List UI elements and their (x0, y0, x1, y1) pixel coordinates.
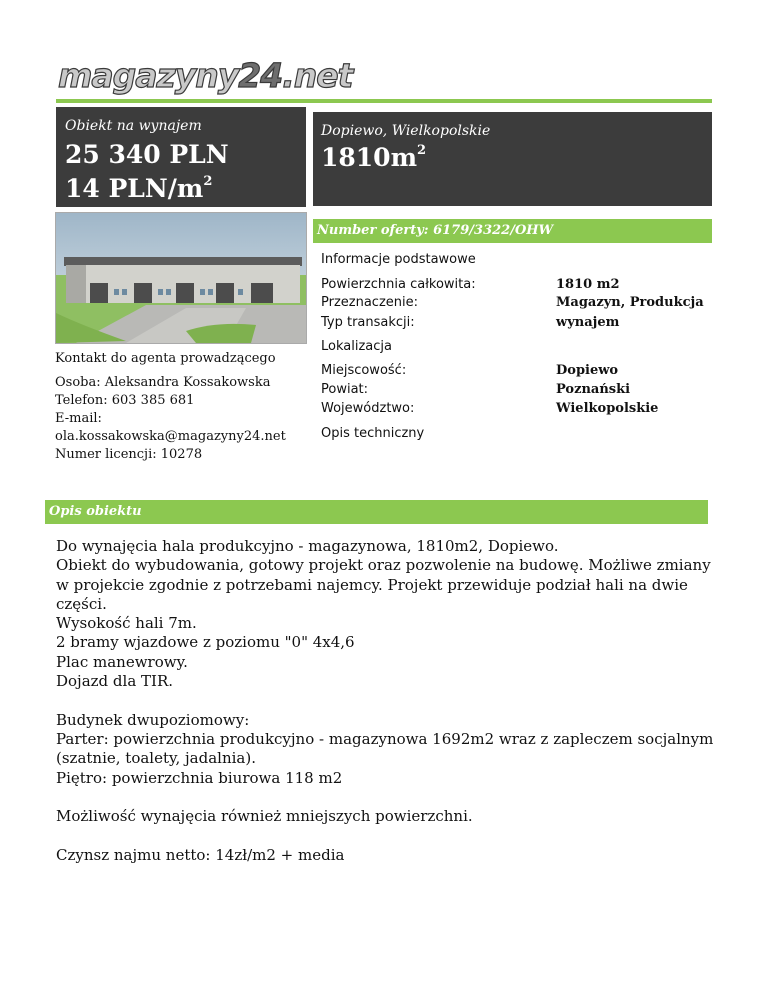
description-line: 2 bramy wjazdowe z poziomu "0" 4x4,6 (56, 633, 355, 652)
label-voivodeship: Województwo: (321, 401, 415, 416)
value-purpose: Magazyn, Produkcja (556, 295, 704, 310)
description-line (56, 826, 716, 845)
basic-info-heading: Informacje podstawowe (321, 252, 476, 267)
contact-email-label: E-mail: (55, 411, 102, 426)
description-line: Parter: powierzchnia produkcyjno - magazynowa 1692m2 wraz z zapleczem socjalnym (56, 729, 714, 748)
logo-text-main: magazyny (58, 56, 239, 95)
description-heading: Opis obiektu (49, 504, 142, 519)
description-line (56, 691, 716, 710)
price-per-m2: 14 PLN/$m^2$ (65, 174, 213, 203)
contact-email[interactable]: ola.kossakowska@magazyny24.net (55, 429, 286, 444)
price-box (56, 107, 306, 207)
description-line: Obiekt do wybudowania, gotowy projekt oraz pozwolenie na budowę. Możliwe zmiany (56, 556, 711, 575)
description-line: Możliwość wynajęcia również mniejszych powierzchni. (56, 807, 473, 826)
label-city: Miejscowość: (321, 363, 407, 378)
value-county: Poznański (556, 382, 631, 397)
contact-phone[interactable]: Telefon: 603 385 681 (55, 393, 195, 408)
description-line: (szatnie, toalety, jadalnia). (56, 749, 256, 768)
description-text (56, 537, 716, 865)
description-line: Dojazd dla TIR. (56, 672, 174, 691)
value-transaction-type: wynajem (556, 315, 620, 330)
area-total: $1810m^2$ (321, 143, 427, 172)
offer-number: Number oferty: 6179/3322/OHW (317, 223, 554, 238)
value-voivodeship: Wielkopolskie (556, 401, 659, 416)
description-line: części. (56, 594, 107, 613)
contact-person: Osoba: Aleksandra Kossakowska (55, 375, 271, 390)
description-line: w projekcie zgodnie z potrzebami najemcy. Projekt przewiduje podział hali na dwie (56, 575, 688, 594)
description-line: Piętro: powierzchnia biurowa 118 m2 (56, 768, 343, 787)
offer-number-bar (313, 219, 712, 243)
description-line: Plac manewrowy. (56, 652, 188, 671)
description-line: Do wynajęcia hala produkcyjno - magazynowa, 1810m2, Dopiewo. (56, 537, 559, 555)
label-county: Powiat: (321, 382, 369, 397)
logo-text-tld: .net (282, 56, 353, 95)
location-heading: Lokalizacja (321, 339, 392, 354)
label-transaction-type: Typ transakcji: (321, 315, 415, 330)
description-line: Czynsz najmu netto: 14zł/m2 + media (56, 845, 345, 864)
warehouse-rendering-image (56, 213, 306, 343)
description-bar (45, 500, 708, 524)
site-logo[interactable] (58, 56, 352, 96)
description-line: Budynek dwupoziomowy: (56, 710, 250, 729)
listing-type: Obiekt na wynajem (65, 118, 202, 134)
description-line (56, 788, 716, 807)
header-divider (56, 99, 712, 103)
property-photo[interactable] (55, 212, 307, 344)
label-purpose: Przeznaczenie: (321, 295, 419, 310)
label-total-area: Powierzchnia całkowita: (321, 277, 476, 292)
value-total-area: 1810 m2 (556, 277, 620, 292)
area-box (313, 112, 712, 206)
technical-heading: Opis techniczny (321, 426, 425, 441)
logo-text-num: 24 (238, 56, 283, 95)
location-label: Dopiewo, Wielkopolskie (321, 123, 491, 139)
value-city: Dopiewo (556, 363, 619, 378)
contact-license: Numer licencji: 10278 (55, 447, 203, 462)
contact-heading: Kontakt do agenta prowadzącego (55, 351, 276, 366)
price-total: 25 340 PLN (65, 140, 229, 169)
description-line: Wysokość hali 7m. (56, 614, 197, 633)
agent-contact (55, 350, 315, 464)
